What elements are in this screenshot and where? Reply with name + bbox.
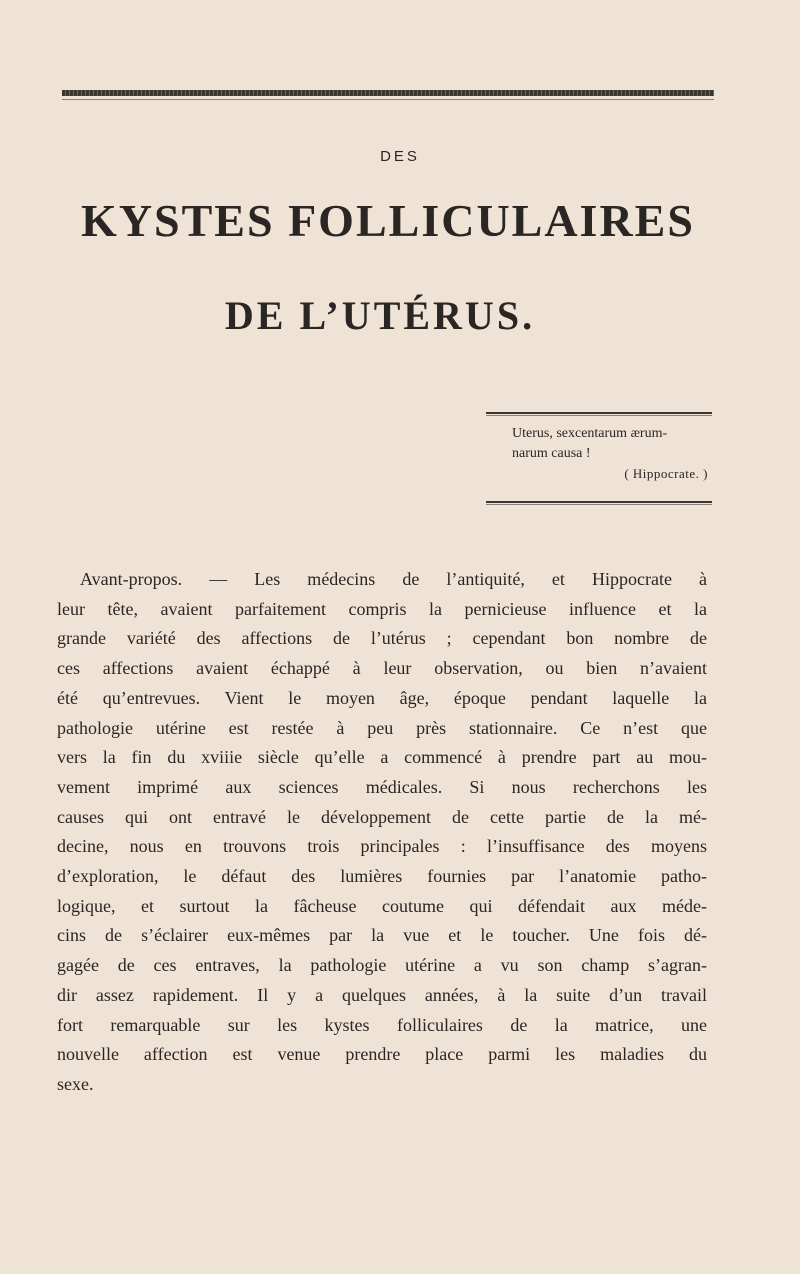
epigraph-rule-bottom [486, 501, 712, 503]
epigraph-rule-top [486, 412, 712, 414]
body-line: cins de s’éclairer eux-mêmes par la vue et le toucher. Une fois dé- [57, 925, 707, 946]
epigraph-line-2: narum causa ! [512, 446, 591, 461]
body-paragraph [57, 565, 707, 1100]
body-line: pathologie utérine est restée à peu près stationnaire. Ce n’est que [57, 717, 707, 738]
body-line: logique, et surtout la fâcheuse coutume qui défendait aux méde- [57, 895, 707, 916]
body-line: decine, nous en trouvons trois principales : l’insuffisance des moyens [57, 836, 707, 857]
body-line: vers la fin du xviiie siècle qu’elle a commencé à prendre part au mou- [57, 747, 707, 768]
body-line: causes qui ont entravé le développement de cette partie de la mé- [57, 806, 707, 827]
body-line: leur tête, avaient parfaitement compris la pernicieuse influence et la [57, 598, 707, 619]
body-line: Avant-propos. — Les médecins de l’antiquité, et Hippocrate à [80, 569, 707, 589]
title-line-1: KYSTES FOLLICULAIRES [81, 195, 695, 246]
body-line: été qu’entrevues. Vient le moyen âge, époque pendant laquelle la [57, 687, 707, 708]
epigraph [512, 424, 722, 484]
header-rule [62, 90, 714, 96]
header-rule-thin [62, 99, 714, 100]
body-line: ces affections avaient échappé à leur observation, ou bien n’avaient [57, 658, 707, 679]
body-line: d’exploration, le défaut des lumières fournies par l’anatomie patho- [57, 866, 707, 887]
body-line: vement imprimé aux sciences médicales. Si nous recherchons les [57, 776, 707, 797]
body-line: fort remarquable sur les kystes folliculaires de la matrice, une [57, 1014, 707, 1035]
body-line: grande variété des affections de l’utérus ; cependant bon nombre de [57, 628, 707, 649]
body-line: sexe. [57, 1073, 94, 1094]
title-line-2: DE L’UTÉRUS. [224, 293, 536, 338]
epigraph-rule-top-thin [486, 415, 712, 416]
heading-des: DES [380, 148, 420, 165]
body-line: dir assez rapidement. Il y a quelques années, à la suite d’un travail [57, 984, 707, 1005]
epigraph-attribution: ( Hippocrate. ) [624, 466, 708, 481]
epigraph-line-1: Uterus, sexcentarum ærum- [512, 426, 668, 441]
body-line: gagée de ces entraves, la pathologie utérine a vu son champ s’agran- [57, 955, 707, 976]
epigraph-rule-bottom-thin [486, 504, 712, 505]
body-line: nouvelle affection est venue prendre place parmi les maladies du [57, 1044, 707, 1065]
